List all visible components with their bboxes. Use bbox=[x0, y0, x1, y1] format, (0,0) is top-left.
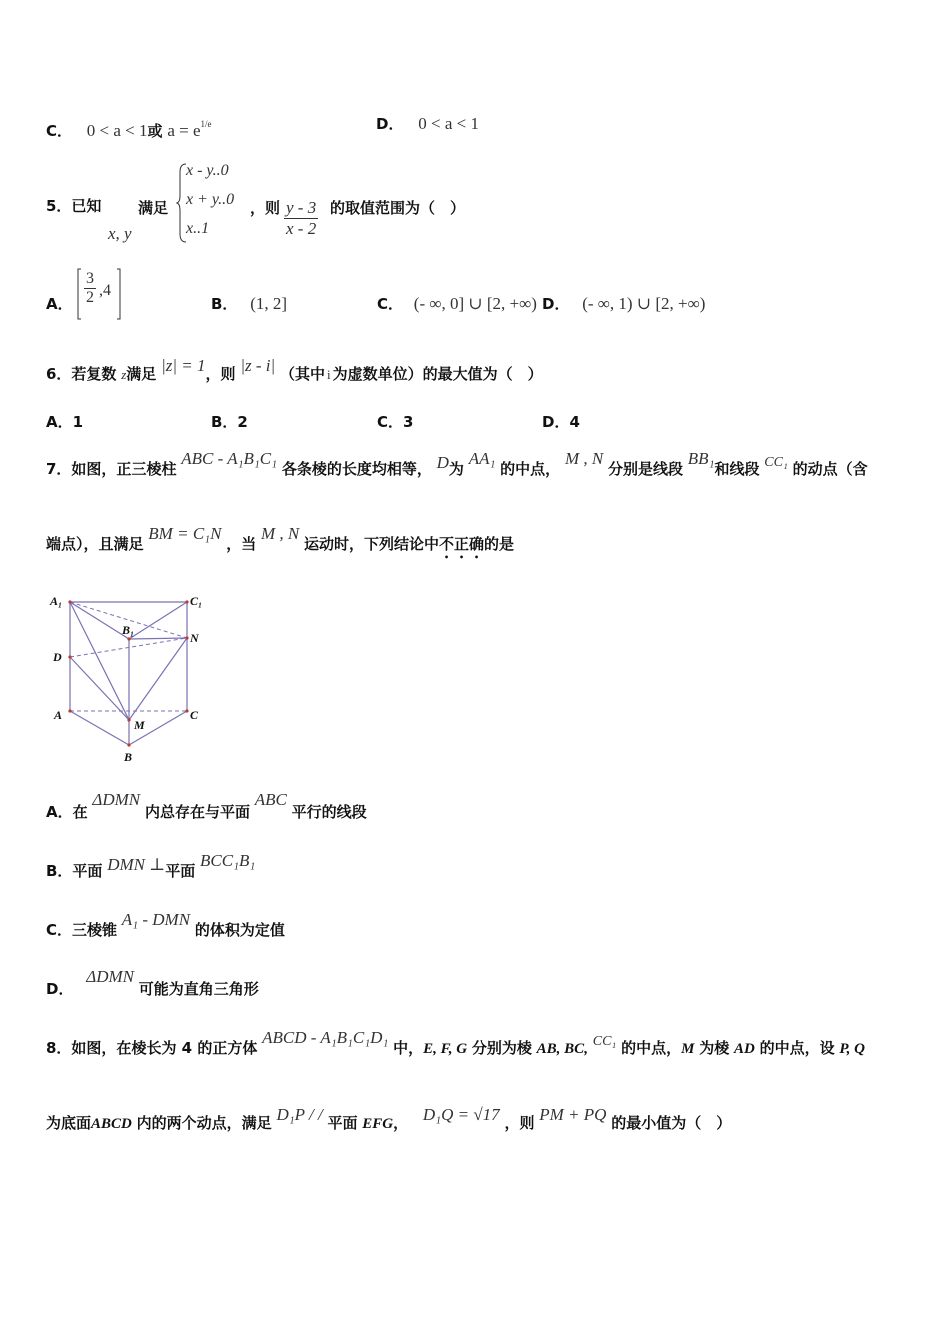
math-expr: (- ∞, 0] ∪ [2, +∞) bbox=[413, 294, 537, 313]
q7-stem-line2 bbox=[46, 524, 515, 562]
math-expr: ΔDMN bbox=[92, 790, 141, 809]
system-line: x..1 bbox=[186, 220, 210, 237]
stem-text: 为棱 bbox=[699, 1039, 730, 1057]
q5-option-b bbox=[211, 294, 287, 314]
option-label: C． bbox=[377, 295, 404, 313]
q6-option-b: B．2 bbox=[211, 413, 248, 431]
math-expr: BM = C₁N bbox=[148, 524, 222, 543]
q6-option-c: C．3 bbox=[377, 413, 414, 431]
option-text: 平面 bbox=[165, 862, 196, 880]
vertex-point bbox=[185, 709, 188, 712]
left-bracket-icon bbox=[76, 268, 82, 320]
math-expr: M , N bbox=[260, 524, 300, 543]
option-text: 内总存在与平面 bbox=[144, 803, 250, 821]
label-A: A bbox=[54, 708, 63, 722]
stem-text: 中， bbox=[393, 1039, 424, 1057]
q5-stem-b: 满足 bbox=[138, 199, 169, 217]
stem-text: ， bbox=[393, 1114, 409, 1132]
q7-option-d bbox=[46, 967, 259, 999]
q5-option-a-expr bbox=[76, 268, 126, 320]
q5-fraction bbox=[284, 198, 318, 239]
stem-text: 的中点， bbox=[500, 460, 561, 478]
math-expr: (- ∞, 1) ∪ [2, +∞) bbox=[582, 294, 706, 313]
stem-text: 分别是线段 bbox=[608, 460, 684, 478]
stem-text: 的动点（含 bbox=[792, 460, 868, 478]
option-label: D． bbox=[542, 295, 570, 313]
option-label: D． bbox=[376, 115, 404, 133]
stem-text: 运动时，下列结论中 bbox=[304, 535, 440, 553]
math-expr: CC₁ bbox=[592, 1034, 617, 1049]
q8-stem-line2 bbox=[46, 1105, 732, 1134]
vertex-point bbox=[185, 636, 188, 639]
stem-text: 的中点， bbox=[621, 1039, 682, 1057]
q5-stem-c: ，则 bbox=[250, 199, 281, 217]
stem-text: 5．已知 bbox=[46, 197, 102, 215]
math-expr: ,4 bbox=[99, 282, 111, 299]
stem-text: 平面 bbox=[327, 1114, 358, 1132]
q5-vars: x, y bbox=[108, 224, 132, 243]
option-label: C．三棱锥 bbox=[46, 921, 118, 939]
emphasis-text: 不正确 bbox=[439, 535, 485, 553]
fraction-numerator: 3 bbox=[86, 270, 94, 287]
math-base: a = e bbox=[167, 121, 201, 140]
system-line: x + y..0 bbox=[186, 191, 235, 208]
stem-text: （其中 bbox=[279, 365, 325, 383]
q6-stem bbox=[46, 356, 543, 385]
math-expr: AB, BC, bbox=[536, 1041, 588, 1057]
q5-option-a bbox=[46, 294, 73, 314]
stem-text: 的是 bbox=[484, 535, 515, 553]
stem-text: 的中点，设 bbox=[759, 1039, 835, 1057]
stem-text: 8．如图，在棱长为 4 的正方体 bbox=[46, 1039, 258, 1057]
vertex-point bbox=[68, 655, 71, 658]
stem-text: ，则 bbox=[205, 365, 236, 383]
q7-option-c bbox=[46, 910, 285, 940]
fraction bbox=[284, 198, 318, 239]
label-N: N bbox=[190, 631, 199, 645]
option-label: D． bbox=[46, 980, 74, 998]
stem-text: ，当 bbox=[226, 535, 257, 553]
vertex-point bbox=[127, 743, 130, 746]
math-expr: (1, 2] bbox=[250, 294, 288, 313]
q7-option-b bbox=[46, 851, 256, 881]
math-expr: 0 < a < 1 bbox=[418, 114, 479, 133]
label-C1: C₁ bbox=[190, 594, 203, 608]
option-label: C． bbox=[46, 122, 73, 140]
math-expr: M , N bbox=[564, 449, 604, 468]
fraction-denominator: 2 bbox=[86, 289, 94, 306]
fraction-denominator: x - 2 bbox=[286, 219, 317, 238]
vertex-point bbox=[127, 718, 130, 721]
q5-stem-d: 的取值范围为（ ） bbox=[330, 199, 466, 217]
option-label: B．平面 bbox=[46, 862, 103, 880]
edge bbox=[70, 711, 129, 745]
math-expr: ABCD bbox=[91, 1116, 132, 1132]
math-expr: z bbox=[121, 367, 127, 382]
stem-text: 和线段 bbox=[714, 460, 760, 478]
label-B1: B₁ bbox=[122, 623, 135, 637]
math-expr: |z - i| bbox=[240, 356, 276, 375]
math-expr: PM + PQ bbox=[539, 1105, 607, 1124]
vertex-point bbox=[127, 637, 130, 640]
stem-text: ，则 bbox=[504, 1114, 535, 1132]
fraction-numerator: y - 3 bbox=[286, 198, 317, 217]
edge bbox=[129, 638, 187, 639]
math-expr bbox=[167, 121, 211, 140]
q5-option-d bbox=[542, 294, 705, 314]
stem-text: 端点），且满足 bbox=[46, 535, 144, 553]
q5-brace-system bbox=[176, 162, 246, 244]
stem-text: 分别为棱 bbox=[471, 1039, 532, 1057]
math-expr: EFG bbox=[362, 1116, 394, 1132]
math-expr: ABC - A₁B₁C₁ bbox=[181, 449, 278, 468]
label-C: C bbox=[190, 708, 199, 722]
math-expr: D bbox=[436, 453, 449, 472]
stem-text: 7．如图，正三棱柱 bbox=[46, 460, 177, 478]
math-expr: BCC₁B₁ bbox=[200, 851, 256, 870]
label-B: B bbox=[124, 750, 133, 764]
stem-text: 内的两个动点，满足 bbox=[136, 1114, 272, 1132]
q5-option-c bbox=[377, 294, 537, 314]
math-expr: BB₁ bbox=[687, 449, 715, 468]
q6-option-a: A．1 bbox=[46, 413, 84, 431]
math-expr: 0 < a < 1 bbox=[86, 121, 148, 140]
math-expr: CC₁ bbox=[764, 455, 788, 470]
option-text: 的体积为定值 bbox=[194, 921, 285, 939]
option-label: A． bbox=[46, 295, 73, 313]
math-expr: i bbox=[326, 367, 331, 382]
vertex-point bbox=[68, 600, 71, 603]
stem-text: 满足 bbox=[126, 365, 157, 383]
vertex-point bbox=[185, 600, 188, 603]
vertex-point bbox=[68, 709, 71, 712]
edge bbox=[70, 602, 129, 720]
or-text: 或 bbox=[147, 122, 163, 140]
math-expr: M bbox=[681, 1041, 695, 1057]
option-text: 可能为直角三角形 bbox=[138, 980, 259, 998]
q7-option-a bbox=[46, 790, 367, 822]
q8-stem-line1 bbox=[46, 1028, 865, 1060]
stem-text: 为 bbox=[448, 460, 464, 478]
math-exponent: 1/e bbox=[200, 119, 212, 129]
option-label: B． bbox=[211, 295, 238, 313]
prism-figure bbox=[46, 590, 266, 770]
math-expr: |z| = 1 bbox=[161, 356, 206, 375]
math-expr: D₁Q = √17 bbox=[422, 1105, 500, 1124]
math-expr: ABC bbox=[254, 790, 287, 809]
q5-stem bbox=[46, 196, 101, 216]
q7-stem-line1 bbox=[46, 449, 868, 481]
right-bracket-icon bbox=[116, 268, 122, 320]
stem-text: 为底面 bbox=[46, 1114, 92, 1132]
q4-option-c bbox=[46, 114, 212, 141]
math-expr: ΔDMN bbox=[86, 967, 134, 986]
fraction bbox=[84, 270, 96, 307]
q4-option-d bbox=[376, 114, 479, 134]
math-expr: AD bbox=[734, 1041, 755, 1057]
label-A1: A₁ bbox=[50, 594, 63, 608]
math-expr: A₁ - DMN bbox=[121, 910, 191, 929]
system-line: x - y..0 bbox=[186, 162, 229, 179]
edge bbox=[129, 602, 187, 639]
math-expr: ABCD - A₁B₁C₁D₁ bbox=[262, 1028, 389, 1047]
stem-text: 的最小值为（ ） bbox=[611, 1114, 732, 1132]
label-D: D bbox=[53, 650, 62, 664]
q6-option-d: D．4 bbox=[542, 413, 580, 431]
math-expr: D₁P / / bbox=[276, 1105, 323, 1124]
stem-text: 各条棱的长度均相等， bbox=[281, 460, 432, 478]
math-expr: P, Q bbox=[839, 1041, 865, 1057]
math-expr: AA₁ bbox=[468, 449, 496, 468]
stem-text: 为虚数单位）的最大值为（ ） bbox=[332, 365, 543, 383]
label-M: M bbox=[134, 718, 145, 732]
option-text: 平行的线段 bbox=[291, 803, 367, 821]
edge bbox=[129, 638, 187, 720]
option-label: A．在 bbox=[46, 803, 88, 821]
math-expr: DMN ⊥ bbox=[107, 855, 166, 874]
math-expr: E, F, G bbox=[423, 1041, 468, 1057]
stem-text: 6．若复数 bbox=[46, 365, 117, 383]
